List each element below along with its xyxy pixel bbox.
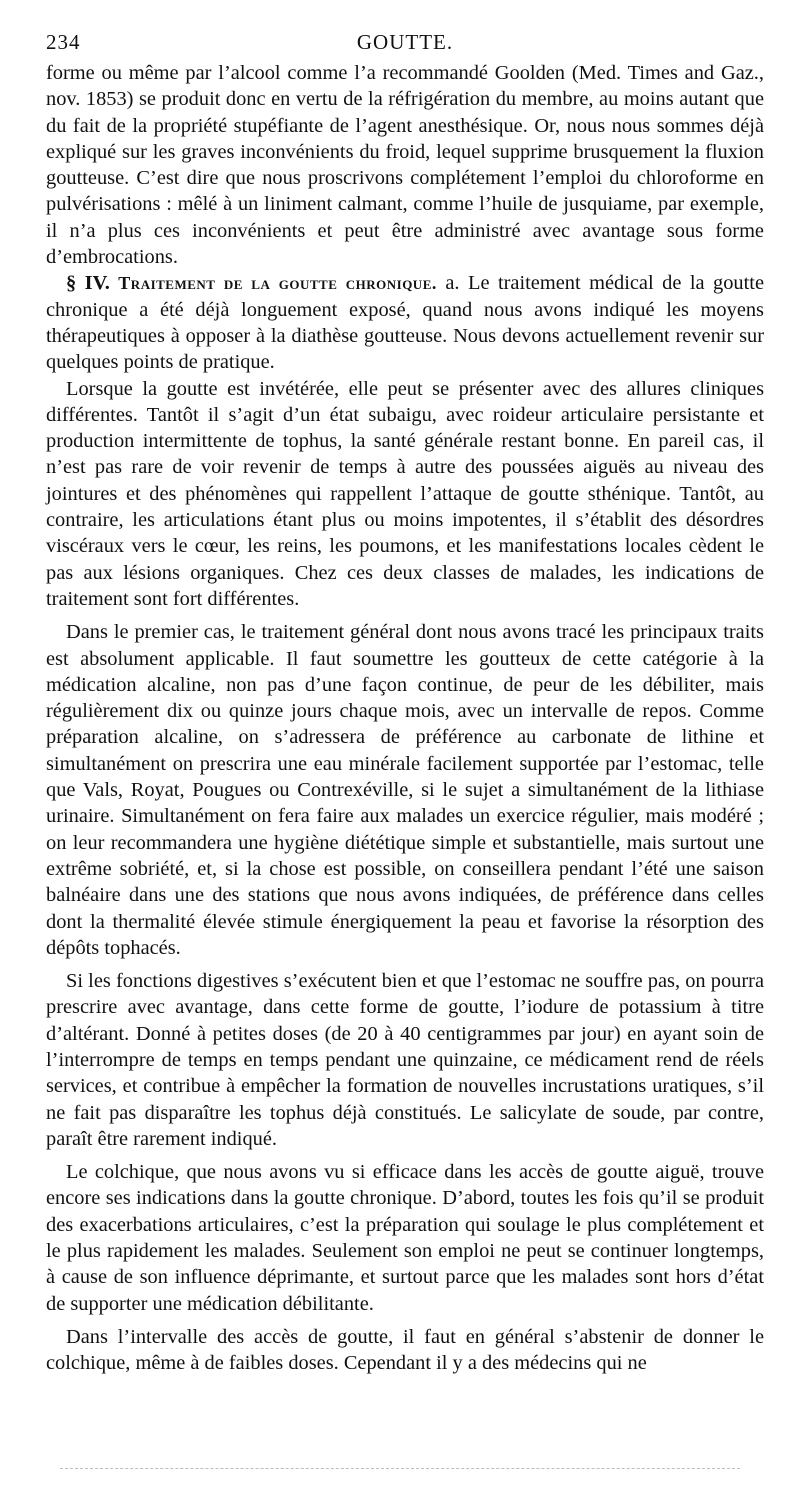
paragraph-7: Dans l’intervalle des accès de goutte, il faut en général s’abstenir de donner le colchique, même à de faibles doses. Cependant il y a des médecins qui ne	[46, 1325, 764, 1375]
paragraph-1: forme ou même par l’alcool comme l’a recommandé Goolden (Med. Times and Gaz., nov. 1853) se produit donc en vertu de la réfrigération du membre, au moins autant que du fait de la propriété stupéfiante de l’agent anesthésique. Or, nous nous sommes déjà expliqué sur les graves inconvénients du froid, lequel supprime brusquement la fluxion goutteuse. C’est dire que nous proscrivons complétement l’emploi du chloroforme en pulvérisations : mêlé à un liniment calmant, comme l’huile de jusquiame, par exemple, il n’a plus ces inconvénients et peut être administré avec avantage sous forme d’embrocations.	[46, 62, 764, 269]
page-number: 234	[46, 30, 81, 54]
running-title: GOUTTE.	[356, 30, 454, 54]
section-mark: § IV.	[66, 272, 110, 295]
paragraph-6: Le colchique, que nous avons vu si efficace dans les accès de goutte aiguë, trouve encore ses indications dans la goutte chronique. D’abord, toutes les fois qu’il se produit des exacerbations articulaires, c’est la préparation qui soulage le plus complétement et le plus rapidement les malades. Seulement son emploi ne peut se continuer longtemps, à cause de son influence déprimante, et surtout parce que les malades sont hors d’état de supporter une médication débilitante.	[46, 1161, 764, 1315]
body-text	[46, 60, 764, 1377]
footer-rule	[60, 1468, 740, 1469]
section-title: Traitement de la goutte chronique.	[118, 273, 437, 294]
page-header	[46, 26, 764, 60]
paragraph-5: Si les fonctions digestives s’exécutent bien et que l’estomac ne souffre pas, on pourra prescrire avec avantage, dans cette forme de goutte, l’iodure de potassium à titre d’altérant. Donné à petites doses (de 20 à 40 centigrammes par jour) en ayant soin de l’interrompre de temps en temps pendant une quinzaine, ce médicament rend de réels services, et contribue à empêcher la formation de nouvelles incrustations uratiques, s’il ne fait pas disparaître les tophus déjà constitués. Le salicylate de soude, par contre, paraît être rarement indiqué.	[46, 970, 764, 1150]
paragraph-4: Dans le premier cas, le traitement général dont nous avons tracé les principaux traits est absolument applicable. Il faut soumettre les goutteux de cette catégorie à la médication alcaline, non pas d’une façon continue, de peur de les débiliter, mais régulièrement dix ou quinze jours chaque mois, avec un intervalle de repos. Comme préparation alcaline, on s’adressera de préférence au carbonate de lithine et simultanément on prescrira une eau minérale facilement supportée par l’estomac, telle que Vals, Royat, Pougues ou Contrexéville, si le sujet a simultanément de la lithiase urinaire. Simultanément on fera faire aux malades un exercice régulier, mais modéré ; on leur recommandera une hygiène diététique simple et substantielle, mais surtout une extrême sobriété, et, si la chose est possible, on conseillera pendant l’été une saison balnéaire dans une des stations que nous avons indiquées, de préférence dans celles dont la thermalité élevée stimule énergiquement la peau et favorise la résorption des dépôts tophacés.	[46, 621, 764, 959]
paragraph-3: Lorsque la goutte est invétérée, elle peut se présenter avec des allures cliniques différentes. Tantôt il s’agit d’un état subaigu, avec roideur articulaire persistante et production intermittente de tophus, la santé générale restant bonne. En pareil cas, il n’est pas rare de voir revenir de temps à autre des poussées aiguës au niveau des jointures et des phénomènes qui rappellent l’attaque de goutte sthénique. Tantôt, au contraire, les articulations étant plus ou moins impotentes, il s’établit des désordres viscéraux vers le cœur, les reins, les poumons, et les manifestations locales cèdent le pas aux lésions organiques. Chez ces deux classes de malades, les indications de traitement sont fort différentes.	[46, 377, 764, 610]
paragraph-2	[46, 270, 764, 375]
section-text: a. Le traitement médical de la goutte chronique a été déjà longuement exposé, quand nous avons indiqué les moyens thérapeutiques à opposer à la diathèse goutteuse. Nous devons actuellement revenir sur quelques points de pratique.	[46, 272, 765, 374]
